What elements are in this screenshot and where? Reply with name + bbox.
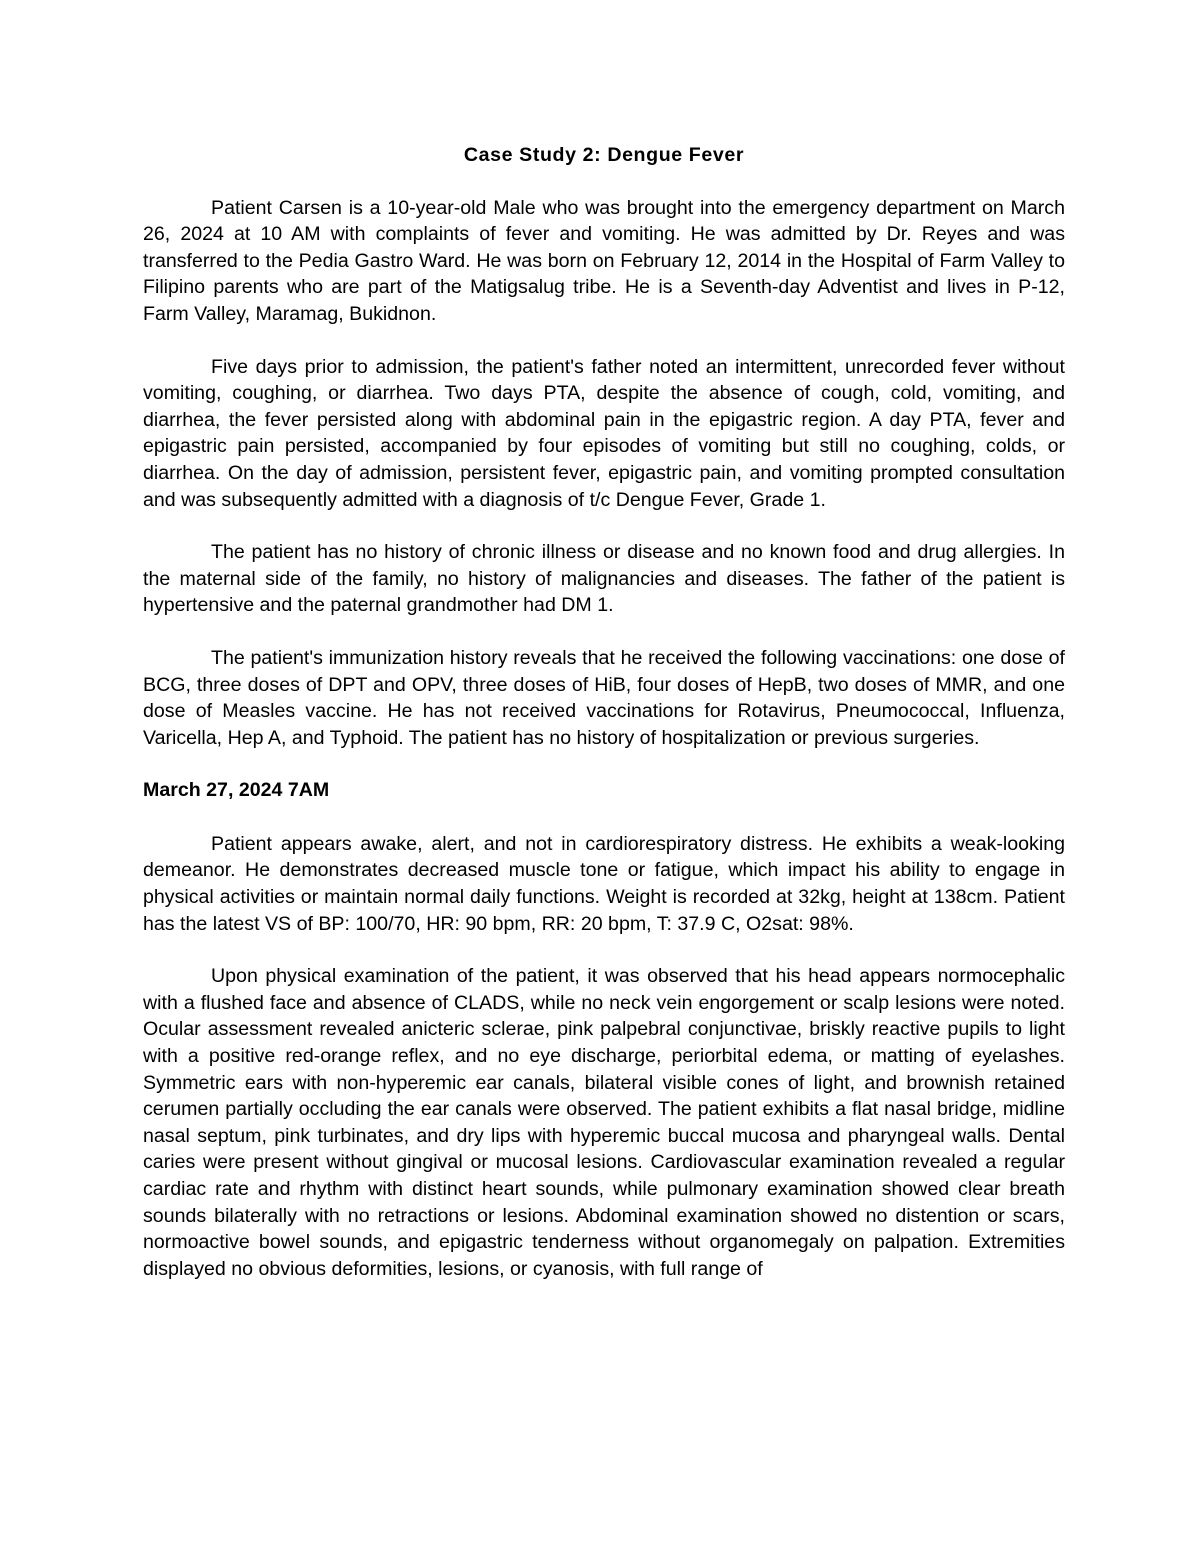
paragraph-immunization-history: The patient's immunization history reveals that he received the following vaccinations: one dose of BCG, three doses of DPT and OPV, three doses of HiB, four doses of HepB, two doses of MMR, and one dose of Measles vaccine. He has not received vaccinations for Rotavirus, Pneumococcal, Influenza, Varicella, Hep A, and Typhoid. The patient has no history of hospitalization or previous surgeries. [143, 646, 1065, 749]
paragraph-history-present-illness: Five days prior to admission, the patient's father noted an intermittent, unrecorded fever without vomiting, coughing, or diarrhea. Two days PTA, despite the absence of cough, cold, vomiting, and diarrhea, the fever persisted along with abdominal pain in the epigastric region. A day PTA, fever and epigastric pain persisted, accompanied by four episodes of vomiting but still no coughing, colds, or diarrhea. On the day of admission, persistent fever, epigastric pain, and vomiting prompted consultation and was subsequently admitted with a diagnosis of t/c Dengue Fever, Grade 1. [143, 355, 1065, 511]
paragraph-patient-profile: Patient Carsen is a 10-year-old Male who was brought into the emergency department on March 26, 2024 at 10 AM with complaints of fever and vomiting. He was admitted by Dr. Reyes and was transferred to the Pedia Gastro Ward. He was born on February 12, 2014 in the Hospital of Farm Valley to Filipino parents who are part of the Matigsalug tribe. He is a Seventh-day Adventist and lives in P-12, Farm Valley, Maramag, Bukidnon. [143, 196, 1065, 325]
document-body [143, 142, 1065, 1282]
paragraph-past-family-history: The patient has no history of chronic illness or disease and no known food and drug allergies. In the maternal side of the family, no history of malignancies and diseases. The father of the patient is hypertensive and the paternal grandmother had DM 1. [143, 541, 1065, 617]
paragraph-physical-examination: Upon physical examination of the patient, it was observed that his head appears normocephalic with a flushed face and absence of CLADS, while no neck vein engorgement or scalp lesions were noted. Ocular assessment revealed anicteric sclerae, pink palpebral conjunctivae, briskly reactive pupils to light with a positive red-orange reflex, and no eye discharge, periorbital edema, or matting of eyelashes. Symmetric ears with non-hyperemic ear canals, bilateral visible cones of light, and brownish retained cerumen partially occluding the ear canals were observed. The patient exhibits a flat nasal bridge, midline nasal septum, pink turbinates, and dry lips with hyperemic buccal mucosa and pharyngeal walls. Dental caries were present without gingival or mucosal lesions. Cardiovascular examination revealed a regular cardiac rate and rhythm with distinct heart sounds, while pulmonary examination showed clear breath sounds bilaterally with no retractions or lesions. Abdominal examination showed no distention or scars, normoactive bowel sounds, and epigastric tenderness without organomegaly on palpation. Extremities displayed no obvious deformities, lesions, or cyanosis, with full range of [143, 965, 1065, 1280]
document-title: Case Study 2: Dengue Fever [463, 144, 745, 166]
paragraph-general-survey: Patient appears awake, alert, and not in cardiorespiratory distress. He exhibits a weak-looking demeanor. He demonstrates decreased muscle tone or fatigue, which impact his ability to engage in physical activities or maintain normal daily functions. Weight is recorded at 32kg, height at 138cm. Patient has the latest VS of BP: 100/70, HR: 90 bpm, RR: 20 bpm, T: 37.9 C, O2sat: 98%. [143, 832, 1065, 935]
section-heading-date: March 27, 2024 7AM [143, 779, 330, 802]
